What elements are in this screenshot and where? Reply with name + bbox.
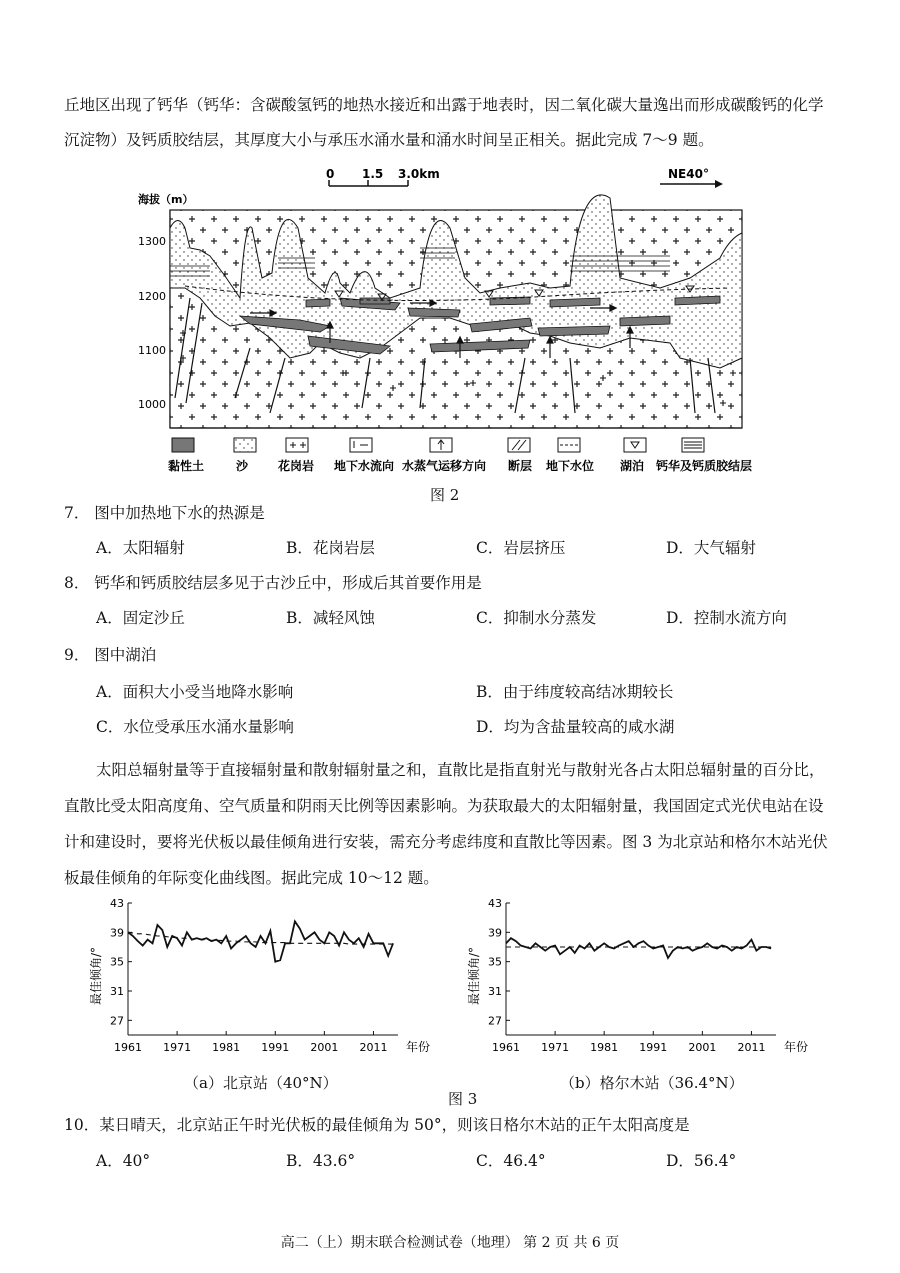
scale-label-2: 3.0km <box>398 167 440 181</box>
y-axis-label: 海拔（m） <box>138 193 194 206</box>
x-tick-label: 1991 <box>639 1041 668 1054</box>
y-tick-label: 43 <box>110 897 124 910</box>
q8-option-b: B．减轻风蚀 <box>286 609 375 627</box>
q10-option-b: B．43.6° <box>286 1152 356 1170</box>
scale-label-1: 1.5 <box>362 167 384 181</box>
figure-2-legend <box>168 438 752 473</box>
q9-option-a: A．面积大小受当地降水影响 <box>96 683 294 701</box>
legend-granite: 花岗岩 <box>278 459 315 473</box>
legend-sand: 沙 <box>236 459 249 473</box>
y-tick-1200: 1200 <box>138 290 166 303</box>
x-tick-label: 1981 <box>590 1041 619 1054</box>
y-tick-label: 43 <box>488 897 502 910</box>
q9-option-c: C．水位受承压水涌水量影响 <box>96 718 294 736</box>
q7-option-d: D．大气辐射 <box>666 539 756 557</box>
q10-option-a: A．40° <box>96 1152 151 1170</box>
x-tick-label: 1961 <box>114 1041 142 1054</box>
q9-option-b: B．由于纬度较高结冰期较长 <box>476 683 674 701</box>
page-footer: 高二（上）期末联合检测试卷（地理） 第 2 页 共 6 页 <box>280 1235 620 1251</box>
x-tick-label: 1961 <box>492 1041 520 1054</box>
series-line-observed <box>506 938 771 958</box>
x-tick-label: 1971 <box>163 1041 192 1054</box>
passage2-line-4: 板最佳倾角的年际变化曲线图。据此完成 10～12 题。 <box>64 869 439 887</box>
legend-calcrete: 钙华及钙质胶结层 <box>656 459 753 473</box>
chart-a-caption: （a）北京站（40°N） <box>184 1074 338 1092</box>
x-tick-label: 2011 <box>737 1041 766 1054</box>
q8-option-c: C．抑制水分蒸发 <box>476 609 597 627</box>
q9-stem: 9． 图中湖泊 <box>64 646 157 664</box>
passage2-line-3: 计和建设时，要将光伏板以最佳倾角进行安装，需充分考虑纬度和直散比等因素。图 3 为北京站和格尔木站光伏 <box>64 833 828 851</box>
q7-option-c: C．岩层挤压 <box>476 539 566 557</box>
y-tick-1300: 1300 <box>138 235 166 248</box>
q7-option-a: A．太阳辐射 <box>96 539 185 557</box>
passage2-line-1: 太阳总辐射量等于直接辐射量和散射辐射量之和，直散比是指直射光与散射光各占太阳总辐射量的百分比， <box>96 761 825 779</box>
legend-lake: 湖泊 <box>620 459 645 473</box>
figure-2-cross-section <box>130 158 770 483</box>
x-tick-label: 1981 <box>212 1041 241 1054</box>
y-axis-label: 最佳倾角/° <box>467 946 481 1005</box>
intro-line-2: 沉淀物）及钙质胶结层，其厚度大小与承压水涌水量和涌水时间呈正相关。据此完成 7～9 题。 <box>64 131 714 149</box>
y-tick-1000: 1000 <box>138 398 166 411</box>
q10-option-c: C．46.4° <box>476 1152 546 1170</box>
figure-2-caption: 图 2 <box>430 486 460 504</box>
q7-stem: 7． 图中加热地下水的热源是 <box>64 504 265 522</box>
x-tick-label: 1971 <box>541 1041 570 1054</box>
q8-option-d: D．控制水流方向 <box>666 609 787 627</box>
y-tick-label: 39 <box>110 926 124 940</box>
x-axis-label: 年份 <box>784 1040 809 1054</box>
chart-b-caption: （b）格尔木站（36.4°N） <box>560 1074 744 1092</box>
y-tick-label: 39 <box>488 926 502 940</box>
q10-stem: 10．某日晴天，北京站正午时光伏板的最佳倾角为 50°，则该日格尔木站的正午太阳高度是 <box>64 1116 690 1134</box>
y-tick-label: 27 <box>488 1014 502 1028</box>
y-tick-label: 31 <box>110 985 124 998</box>
q10-option-d: D．56.4° <box>666 1152 737 1170</box>
series-line-observed <box>128 921 393 961</box>
y-tick-label: 31 <box>488 985 502 998</box>
q7-option-b: B．花岗岩层 <box>286 539 375 557</box>
q9-option-d: D．均为含盐量较高的咸水湖 <box>476 718 675 736</box>
scale-label-0: 0 <box>326 167 335 181</box>
chart-beijing <box>86 895 452 1065</box>
figure-3-caption: 图 3 <box>448 1090 478 1108</box>
x-tick-label: 2001 <box>310 1041 339 1054</box>
y-tick-1100: 1100 <box>138 344 166 357</box>
y-axis-label: 最佳倾角/° <box>89 946 103 1005</box>
legend-vapor-direction: 水蒸气运移方向 <box>402 459 487 473</box>
legend-clay: 黏性土 <box>168 459 205 473</box>
x-tick-label: 1991 <box>261 1041 290 1054</box>
y-tick-label: 35 <box>110 955 124 969</box>
legend-water-table: 地下水位 <box>546 459 595 473</box>
q8-option-a: A．固定沙丘 <box>96 609 185 627</box>
y-tick-label: 35 <box>488 955 502 969</box>
direction-label: NE40° <box>668 167 709 181</box>
legend-groundwater-flow: 地下水流向 <box>334 459 395 473</box>
chart-golmud <box>464 895 844 1065</box>
passage2-line-2: 直散比受太阳高度角、空气质量和阴雨天比例等因素影响。为获取最大的太阳辐射量，我国固定式光伏电站在设 <box>64 797 824 815</box>
y-tick-label: 27 <box>110 1014 124 1028</box>
x-tick-label: 2001 <box>688 1041 717 1054</box>
intro-line-1: 丘地区出现了钙华（钙华：含碳酸氢钙的地热水接近和出露于地表时，因二氧化碳大量逸出而形成碳酸钙的化学 <box>64 96 824 114</box>
q8-stem: 8． 钙华和钙质胶结层多见于古沙丘中，形成后其首要作用是 <box>64 574 482 592</box>
x-tick-label: 2011 <box>359 1041 388 1054</box>
legend-fault: 断层 <box>508 459 533 473</box>
x-axis-label: 年份 <box>406 1040 431 1054</box>
